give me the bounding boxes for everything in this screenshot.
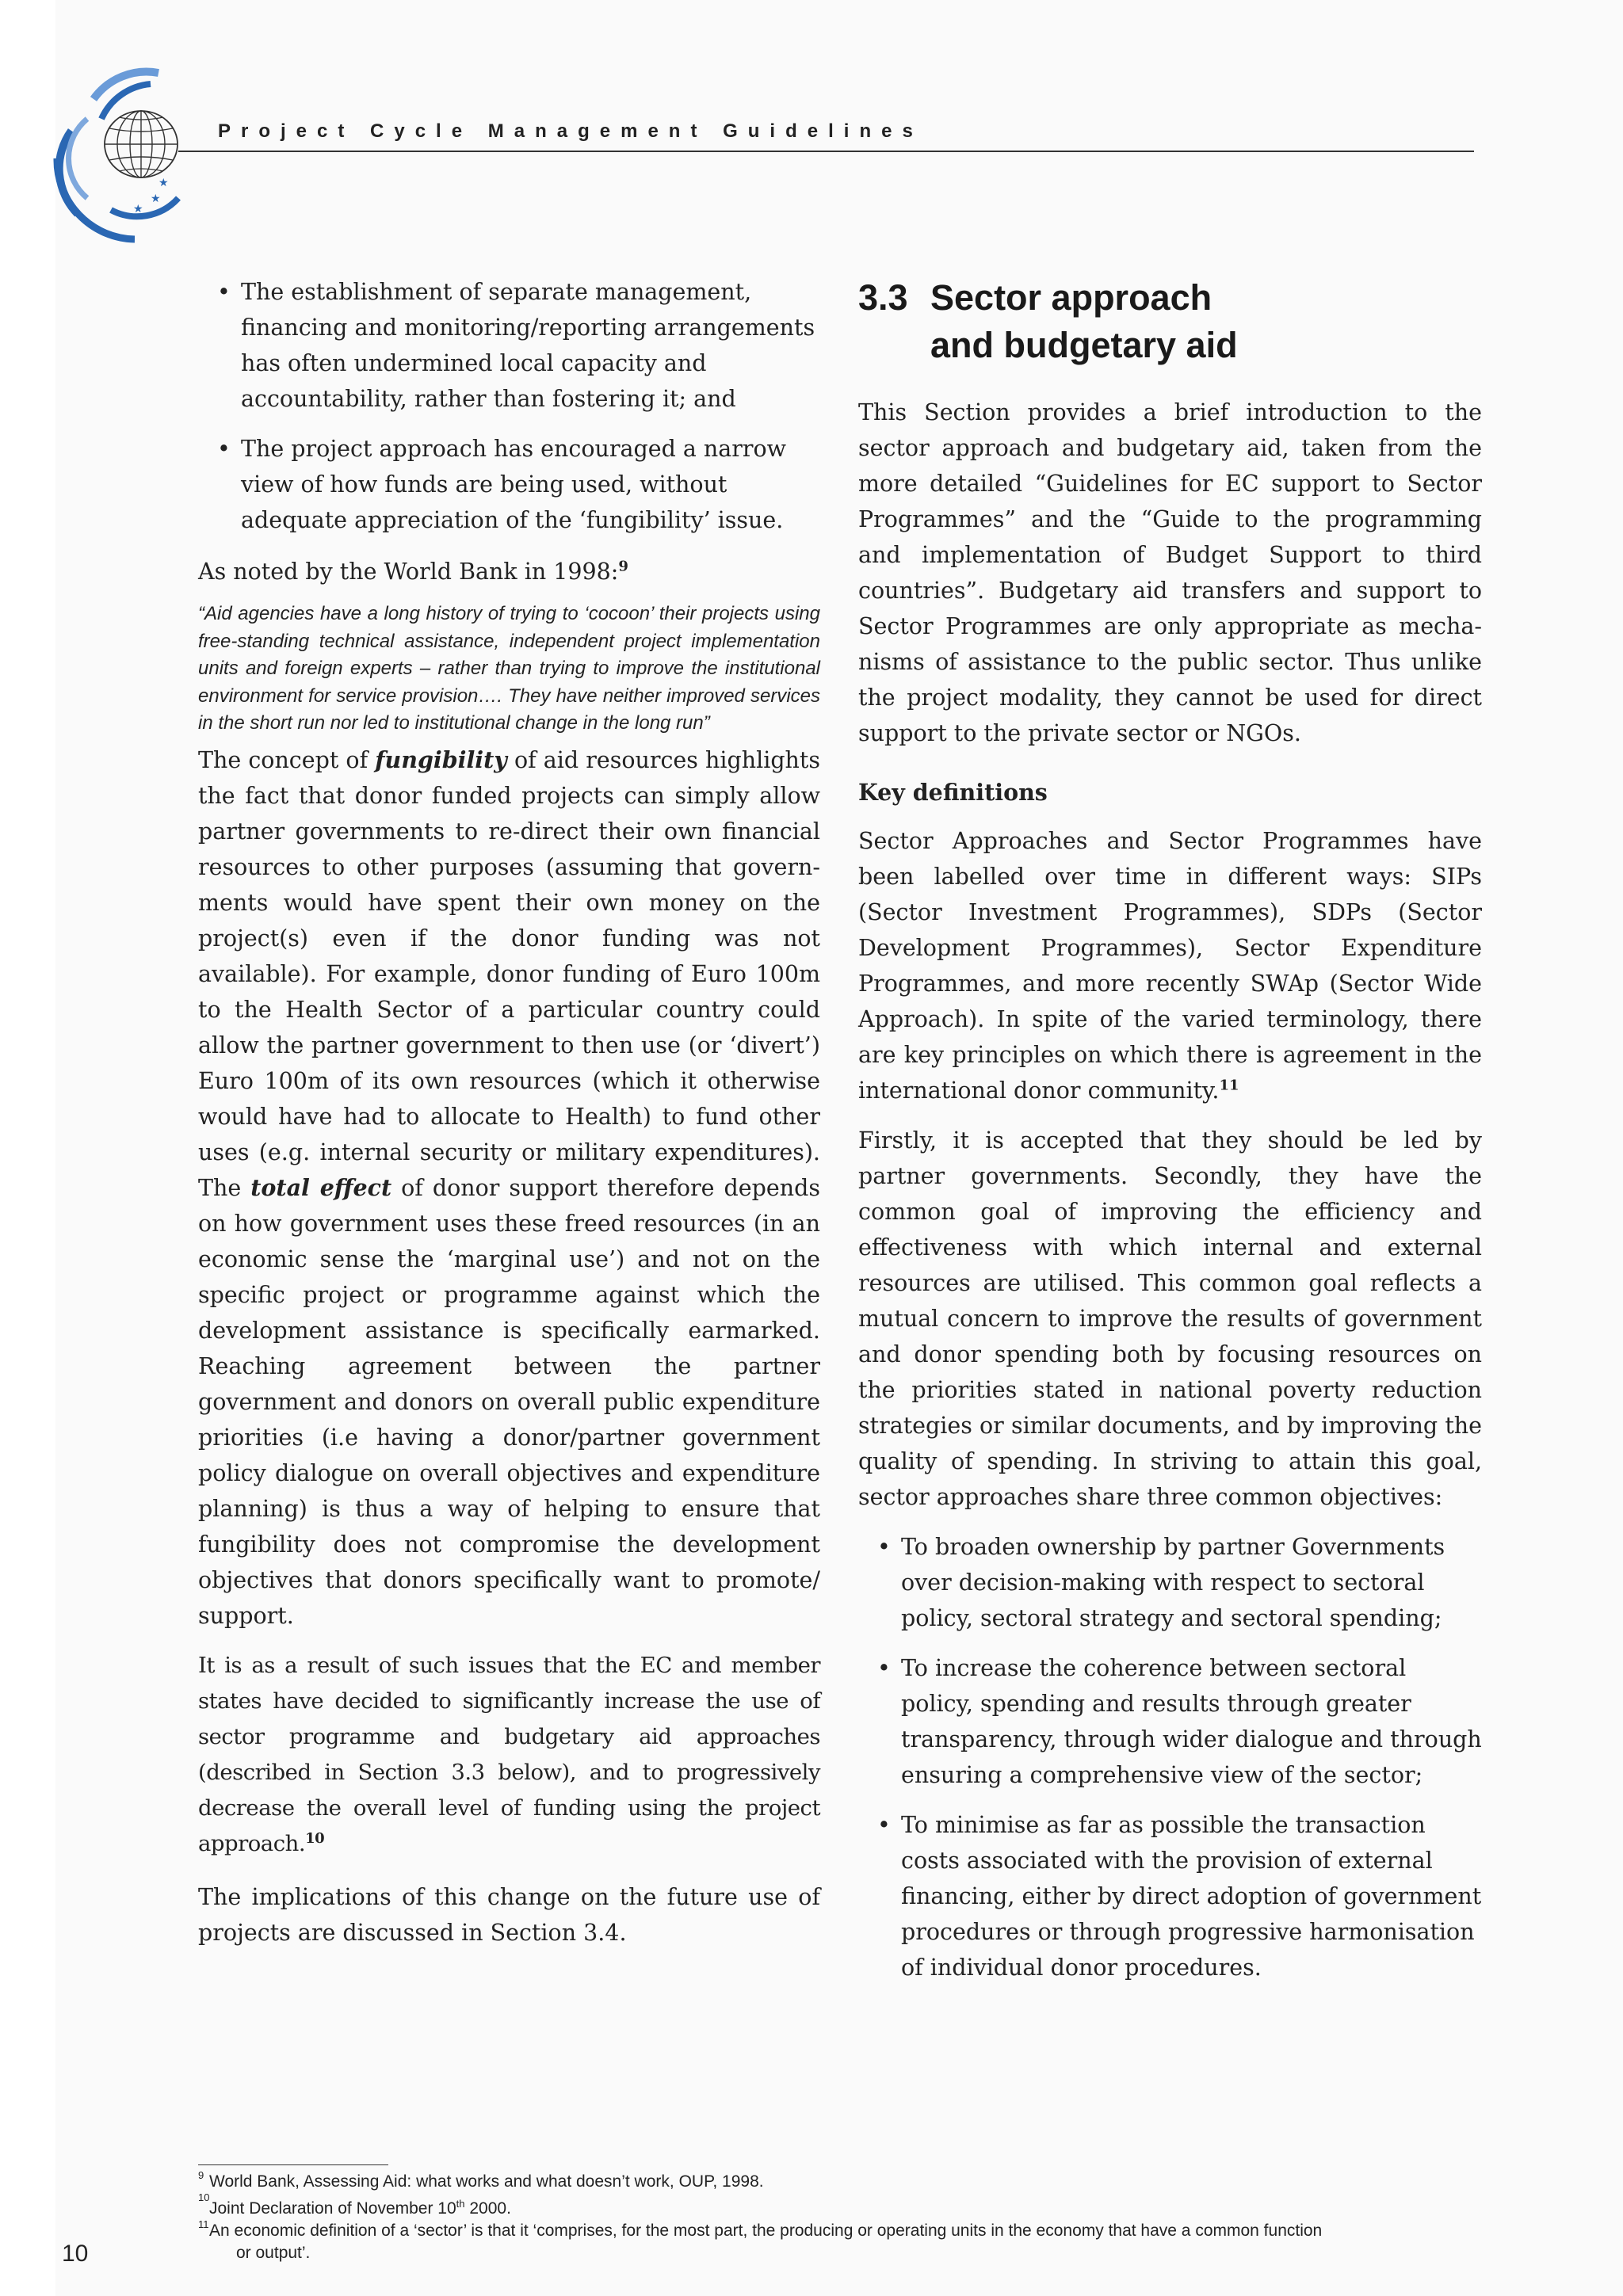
page-number: 10 bbox=[62, 2241, 89, 2267]
objectives-list bbox=[858, 1529, 1482, 1985]
footnote-ref-10: 10 bbox=[305, 1829, 325, 1847]
svg-text:★: ★ bbox=[151, 193, 161, 205]
term-total-effect: total effect bbox=[250, 1173, 392, 1201]
left-bullet-list bbox=[198, 274, 820, 538]
footnote-ref-11: 11 bbox=[1219, 1077, 1239, 1094]
implications-paragraph: The implications of this change on the future use of projects are discussed in Section 3.4. bbox=[198, 1883, 820, 1946]
footnote-11: 11 An economic definition of a ‘sector’ is that it ‘comprises, for the most part, the producing or operating units in the economy that have a common function bbox=[198, 2218, 1323, 2240]
section-heading: 3.3 Sector approach and budgetary aid bbox=[858, 274, 1482, 369]
right-column bbox=[858, 274, 1482, 2001]
key-definitions-heading: Key definitions bbox=[858, 779, 1048, 806]
list-item: • The project approach has encouraged a narrow view of how funds are being used, without adequate appreciation of the ‘fungibility’ issue. bbox=[198, 431, 820, 538]
section-number: 3.3 bbox=[858, 277, 908, 318]
footnote-9: 9 World Bank, Assessing Aid: what works and what doesn’t work, OUP, 1998. bbox=[198, 2169, 764, 2191]
header-divider bbox=[178, 151, 1474, 152]
principles-paragraph: Firstly, it is accepted that they should be led by partner governments. Secondly, they have the common goal of improving the efficiency and effectiveness with which internal and external resources are utilised. This common goal reflects a mutual concern to improve the results of government and donor spending both by focusing resources on the priorities stated in national poverty reduction strategies or similar documents, and by improving the quality of spending. In striving to attain this goal, sector approaches share three common objectives: bbox=[858, 1127, 1482, 1510]
world-bank-quote: “Aid agencies have a long history of trying to ‘cocoon’ their projects using free-standing technical assistance, independent project implementation units and foreign experts – rather than trying to improve the institutional environment for service provision…. They have neither improved services in the short run nor led to institutional change in the long run” bbox=[198, 603, 820, 734]
quote-intro: As noted by the World Bank in 1998:$^9$ bbox=[198, 558, 628, 585]
ec-approach-paragraph: It is as a result of such issues that the EC and member states have decided to significantly increase the use of sector programme and budgetary aid approaches (described in Section 3.3 below), and to progressively decrease the overall level of funding using the project approach.$^{10}$ bbox=[198, 1652, 820, 1856]
list-item: • To increase the coherence between sectoral policy, spending and results through greater transparency, through wider dialogue and through ensuring a comprehensive view of the sector; bbox=[858, 1650, 1482, 1793]
footnote-11-continued: or output’. bbox=[236, 2244, 311, 2262]
term-fungibility: fungibility bbox=[375, 746, 507, 773]
intro-paragraph: This Section provides a brief introduction to the sector approach and budgetary aid, taken from the more detailed “Guidelines for EC support to Sector Programmes” and the “Guide to the programming and implementation of Budget Support to third countries”. Budgetary aid transfers and support to Sector Programmes are only appropriate as mecha-nisms of assistance to the public sector. Thus unlike the project modality, they cannot be used for direct support to the private sector or NGOs. bbox=[858, 399, 1482, 746]
list-item: • To minimise as far as possible the transaction costs associated with the provision of external financing, either by direct adoption of government procedures or through progressive harmonisation of individual donor procedures. bbox=[858, 1807, 1482, 1985]
fungibility-paragraph: The concept of fungibility of aid resources highlights the fact that donor funded projects can simply allow partner governments to re-direct their own financial resources to other purposes (assuming that govern-ments would have spent their own money on the project(s) even if the donor funding was not available). For example, donor funding of Euro 100m to the Health Sector of a particular country could allow the partner government to then use (or ‘divert’) Euro 100m of its own resources (which it otherwise would have had to allocate to Health) to fund other uses (e.g. internal security or military expenditures). The total effect of donor support therefore depends on how government uses these freed resources (in an economic sense the ‘marginal use’) and not on the specific project or programme against which the development assistance is specifically earmarked. Reaching agreement between the partner government and donors on overall public expenditure priorities (i.e having a donor/partner government policy dialogue on overall objectives and expenditure planning) is thus a way of helping to ensure that fungibility does not compromise the development objectives that donors specifically want to promote/ support. bbox=[198, 746, 820, 1629]
footnote-divider bbox=[198, 2164, 388, 2165]
definitions-paragraph: Sector Approaches and Sector Programmes have been labelled over time in different ways: SIPs (Sector Investment Programmes), SDPs (Sector Development Programmes), Sector Expenditure Programmes, and more recently SWAp (Sector Wide Approach). In spite of the varied terminology, there are key principles on which there is agreement in the international donor community.$^{11}$ bbox=[858, 828, 1482, 1104]
svg-text:★: ★ bbox=[133, 203, 143, 215]
footnotes bbox=[198, 2171, 1482, 2264]
left-column bbox=[198, 274, 820, 1965]
list-item: • To broaden ownership by partner Governments over decision-making with respect to sectoral policy, sectoral strategy and sectoral spending; bbox=[858, 1529, 1482, 1636]
footnote-ref-9: 9 bbox=[618, 558, 628, 575]
list-item: • The establishment of separate management, financing and monitoring/reporting arrangements has often undermined local capacity and accountability, rather than fostering it; and bbox=[198, 274, 820, 417]
running-header-title: Project Cycle Management Guidelines bbox=[218, 120, 923, 142]
svg-text:★: ★ bbox=[158, 177, 169, 189]
footnote-10: 10 Joint Declaration of November 10th 2000. bbox=[198, 2191, 511, 2218]
